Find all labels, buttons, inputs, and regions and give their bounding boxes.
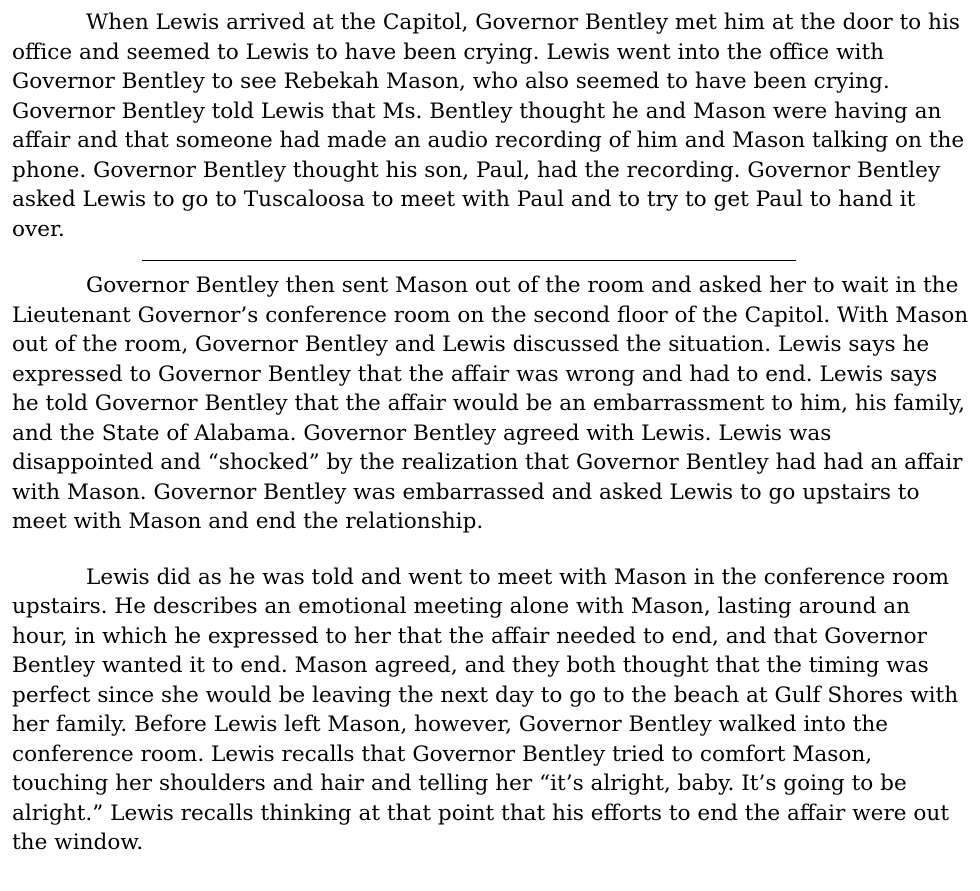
document-page <box>12 8 970 858</box>
paragraph-discussion: Governor Bentley then sent Mason out of the room and asked her to wait in the Lieutenant Governor’s conference room on the second floor of the Capitol. With Mason out of the room, Governor Bentley and Lewis discussed the situation. Lewis says he expressed to Governor Bentley that the affair was wrong and had to end. Lewis says he told Governor Bentley that the affair would be an embarrassment to him, his family, and the State of Alabama. Governor Bentley agreed with Lewis. Lewis was disappointed and “shocked” by the realization that Governor Bentley had had an affair with Mason. Governor Bentley was embarrassed and asked Lewis to go upstairs to meet with Mason and end the relationship. <box>12 273 969 534</box>
paragraph-arrival: When Lewis arrived at the Capitol, Governor Bentley met him at the door to his office and seemed to Lewis to have been crying. Lewis went into the office with Governor Bentley to see Rebekah Mason, who also seemed to have been crying. Governor Bentley told Lewis that Ms. Bentley thought he and Mason were having an affair and that someone had made an audio recording of him and Mason talking on the phone. Governor Bentley thought his son, Paul, had the recording. Governor Bentley asked Lewis to go to Tuscaloosa to meet with Paul and to try to get Paul to hand it over. <box>12 10 965 242</box>
paragraph-conference-room: Lewis did as he was told and went to meet with Mason in the conference room upstairs. He describes an emotional meeting alone with Mason, lasting around an hour, in which he expressed to her that the affair needed to end, and that Governor Bentley wanted it to end. Mason agreed, and they both thought that the timing was perfect since she would be leaving the next day to go to the beach at Gulf Shores with her family. Before Lewis left Mason, however, Governor Bentley walked into the conference room. Lewis recalls that Governor Bentley tried to comfort Mason, touching her shoulders and hair and telling her “it’s alright, baby. It’s going to be alright.” Lewis recalls thinking at that point that his efforts to end the affair were out the window. <box>12 564 959 855</box>
